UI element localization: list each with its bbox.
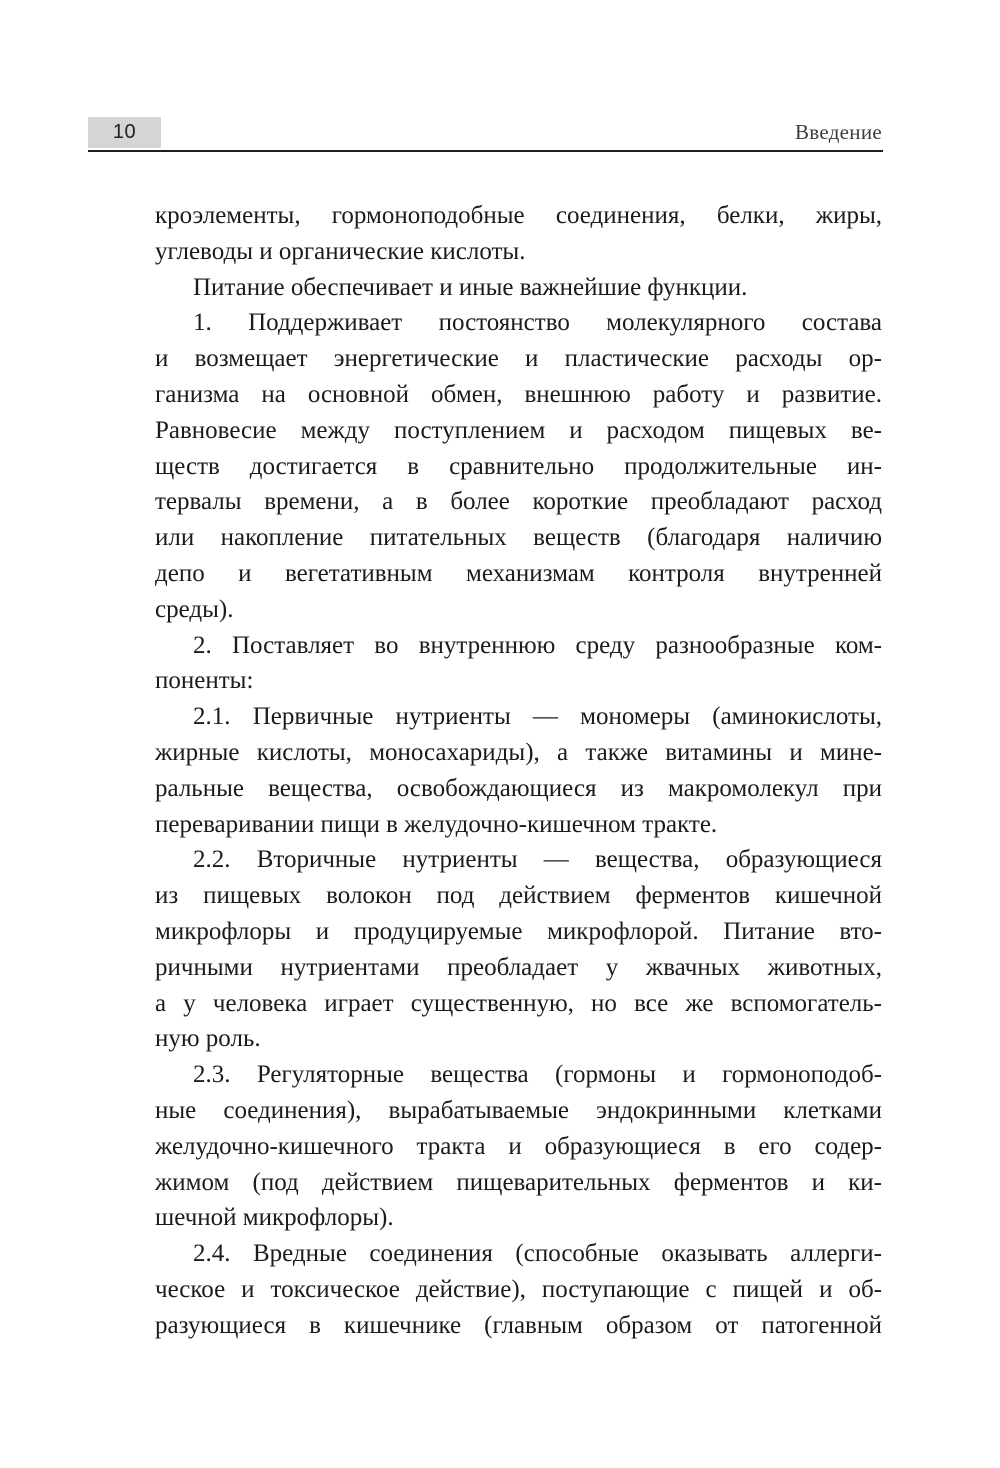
text-line: ганизма на основной обмен, внешнюю работу и развитие.: [155, 380, 882, 408]
text-line: кроэлементы, гормоноподобные соединения, белки, жиры,: [155, 202, 882, 229]
text-line: микрофлоры и продуцируемые микрофлорой. Питание вто-: [155, 917, 882, 945]
text-line: жирные кислоты, моносахариды), а также витамины и мине-: [155, 738, 882, 766]
text-line: ричными нутриентами преобладает у жвачных животных,: [155, 953, 882, 981]
paragraph: [155, 198, 882, 270]
text-line: желудочно-кишечного тракта и образующиеся в его содер-: [155, 1132, 882, 1160]
paragraph: [155, 1057, 882, 1236]
text-line: 2.4. Вредные соединения (способные оказывать аллерги-: [193, 1240, 882, 1268]
text-line: шечной микрофлоры).: [155, 1204, 394, 1232]
text-line: и возмещает энергетические и пластические расходы ор-: [155, 345, 882, 373]
text-line: разующиеся в кишечнике (главным образом от патогенной: [155, 1311, 882, 1339]
text-line: или накопление питательных веществ (благодаря наличию: [155, 524, 882, 552]
paragraph: [155, 305, 882, 627]
text-line: Равновесие между поступлением и расходом пищевых ве-: [155, 416, 882, 444]
paragraph: [155, 842, 882, 1057]
text-line: тервалы времени, а в более короткие преобладают расход: [155, 488, 882, 516]
text-line: переваривании пищи в желудочно-кишечном тракте.: [155, 810, 718, 838]
paragraph: [155, 628, 882, 700]
text-line: 1. Поддерживает постоянство молекулярного состава: [193, 309, 882, 337]
text-line: жимом (под действием пищеварительных ферментов и ки-: [155, 1168, 882, 1196]
text-line: 2.1. Первичные нутриенты — мономеры (аминокислоты,: [193, 703, 882, 731]
page-number-badge: [88, 117, 161, 148]
text-line: ную роль.: [155, 1025, 261, 1053]
text-line: депо и вегетативным механизмам контроля внутренней: [155, 559, 882, 587]
text-line: ные соединения), вырабатываемые эндокринными клетками: [155, 1096, 882, 1124]
text-line: 2.3. Регуляторные вещества (гормоны и гормоноподоб-: [193, 1061, 882, 1089]
text-line: из пищевых волокон под действием ферментов кишечной: [155, 882, 882, 910]
text-line: поненты:: [155, 667, 254, 695]
text-line: среды).: [155, 595, 234, 623]
text-line: 2.2. Вторичные нутриенты — вещества, образующиеся: [193, 846, 882, 874]
page-body: [155, 198, 882, 1344]
page-number: 10: [112, 121, 137, 143]
paragraph: [155, 270, 882, 306]
section-title: Введение: [794, 120, 882, 144]
text-line: углеводы и органические кислоты.: [155, 237, 526, 265]
text-line: ществ достигается в сравнительно продолжительные ин-: [155, 452, 882, 480]
paragraph: [155, 699, 882, 842]
paragraph: [155, 1236, 882, 1343]
text-line: ческое и токсическое действие), поступающие с пищей и об-: [155, 1275, 882, 1303]
text-line: Питание обеспечивает и иные важнейшие функции.: [193, 273, 748, 301]
text-line: 2. Поставляет во внутреннюю среду разнообразные ком-: [193, 631, 882, 659]
text-line: ральные вещества, освобождающиеся из макромолекул при: [155, 774, 882, 802]
text-line: а у человека играет существенную, но все же вспомогатель-: [155, 989, 882, 1017]
header-divider: [88, 150, 883, 152]
